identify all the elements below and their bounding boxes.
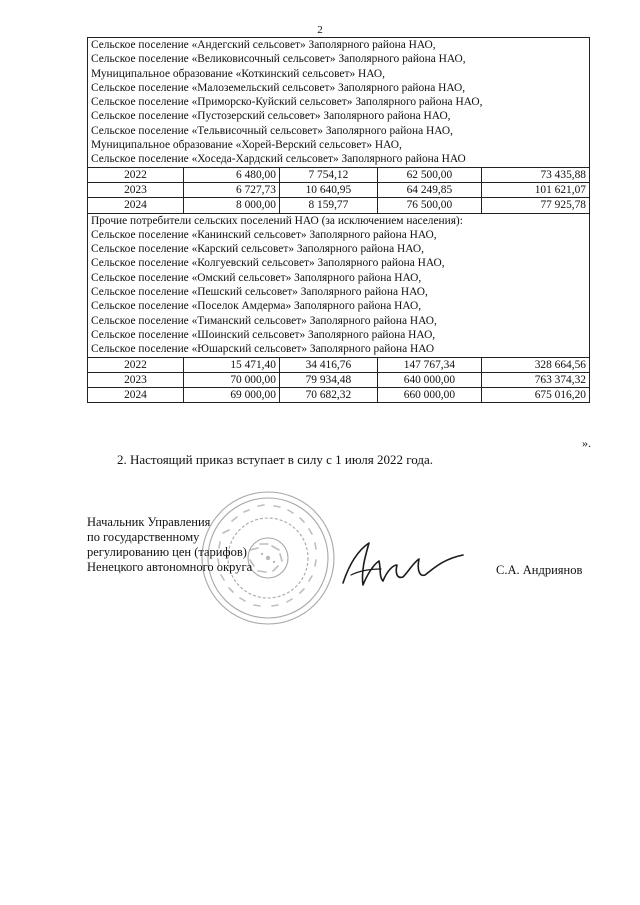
- settlement-list-group-1: [88, 38, 590, 168]
- value-cell: 15 471,40: [183, 357, 279, 372]
- handwritten-signature: [335, 535, 470, 595]
- table-row: [88, 213, 590, 357]
- tariff-table: [87, 37, 590, 403]
- list-item: Сельское поселение «Карский сельсовет» Заполярного района НАО,: [91, 243, 424, 256]
- list-item: Сельское поселение «Колгуевский сельсовет» Заполярного района НАО,: [91, 257, 445, 270]
- list-item: Сельское поселение «Приморско-Куйский сельсовет» Заполярного района НАО,: [91, 96, 483, 109]
- table-row: [88, 357, 590, 372]
- value-cell: 640 000,00: [377, 372, 481, 387]
- closing-quote: ».: [582, 436, 591, 450]
- table-row: [88, 38, 590, 168]
- signer-title-line: регулированию цен (тарифов): [87, 545, 247, 559]
- table-row: [88, 198, 590, 213]
- table-row: [88, 388, 590, 403]
- page-number: 2: [317, 24, 323, 36]
- list-item: Муниципальное образование «Коткинский сельсовет» НАО,: [91, 67, 385, 80]
- value-cell: 7 754,12: [279, 167, 377, 182]
- list-item: Сельское поселение «Юшарский сельсовет» Заполярного района НАО: [91, 343, 435, 356]
- value-cell: 77 925,78: [481, 198, 589, 213]
- list-item: Сельское поселение «Малоземельский сельсовет» Заполярного района НАО,: [91, 81, 466, 94]
- value-cell: 8 000,00: [183, 198, 279, 213]
- signer-title-line: Ненецкого автономного округа: [87, 560, 253, 574]
- signer-title-line: Начальник Управления: [87, 515, 211, 529]
- list-item: Сельское поселение «Хоседа-Хардский сельсовет» Заполярного района НАО: [91, 153, 466, 166]
- list-item: Сельское поселение «Пешский сельсовет» Заполярного района НАО,: [91, 286, 428, 299]
- value-cell: 64 249,85: [377, 182, 481, 197]
- value-cell: 70 682,32: [279, 388, 377, 403]
- value-cell: 76 500,00: [377, 198, 481, 213]
- value-cell: 70 000,00: [183, 372, 279, 387]
- value-cell: 6 480,00: [183, 167, 279, 182]
- table-row: [88, 167, 590, 182]
- value-cell: 660 000,00: [377, 388, 481, 403]
- list-item: Сельское поселение «Пустозерский сельсовет» Заполярного района НАО,: [91, 110, 451, 123]
- settlement-list-group-2: [88, 213, 590, 357]
- value-cell: 73 435,88: [481, 167, 589, 182]
- value-cell: 328 664,56: [481, 357, 589, 372]
- list-item: Сельское поселение «Тиманский сельсовет» Заполярного района НАО,: [91, 314, 437, 327]
- list-item: Сельское поселение «Шоинский сельсовет» Заполярного района НАО,: [91, 328, 436, 341]
- signer-title: [87, 515, 252, 575]
- value-cell: 6 727,73: [183, 182, 279, 197]
- table-row: [88, 182, 590, 197]
- value-cell: 101 621,07: [481, 182, 589, 197]
- list-item: Сельское поселение «Омский сельсовет» Заполярного района НАО,: [91, 271, 422, 284]
- value-cell: 675 016,20: [481, 388, 589, 403]
- list-item: Прочие потребители сельских поселений НАО (за исключением населения):: [91, 214, 463, 227]
- year-cell: 2024: [88, 198, 184, 213]
- list-item: Сельское поселение «Великовисочный сельсовет» Заполярного района НАО,: [91, 53, 466, 66]
- signer-title-line: по государственному: [87, 530, 200, 544]
- value-cell: 34 416,76: [279, 357, 377, 372]
- value-cell: 8 159,77: [279, 198, 377, 213]
- value-cell: 10 640,95: [279, 182, 377, 197]
- list-item: Сельское поселение «Поселок Амдерма» Заполярного района НАО,: [91, 300, 422, 313]
- table-row: [88, 372, 590, 387]
- order-clause: 2. Настоящий приказ вступает в силу с 1 июля 2022 года.: [117, 452, 434, 467]
- year-cell: 2022: [88, 167, 184, 182]
- list-item: Сельское поселение «Андегский сельсовет» Заполярного района НАО,: [91, 39, 436, 51]
- year-cell: 2022: [88, 357, 184, 372]
- value-cell: 62 500,00: [377, 167, 481, 182]
- value-cell: 147 767,34: [377, 357, 481, 372]
- list-item: Сельское поселение «Канинский сельсовет» Заполярного района НАО,: [91, 228, 437, 241]
- list-item: Сельское поселение «Тельвисочный сельсовет» Заполярного района НАО,: [91, 124, 453, 137]
- value-cell: 763 374,32: [481, 372, 589, 387]
- value-cell: 79 934,48: [279, 372, 377, 387]
- list-item: Муниципальное образование «Хорей-Верский сельсовет» НАО,: [91, 139, 402, 152]
- year-cell: 2023: [88, 372, 184, 387]
- signer-name: С.А. Андриянов: [496, 563, 583, 577]
- year-cell: 2024: [88, 388, 184, 403]
- year-cell: 2023: [88, 182, 184, 197]
- value-cell: 69 000,00: [183, 388, 279, 403]
